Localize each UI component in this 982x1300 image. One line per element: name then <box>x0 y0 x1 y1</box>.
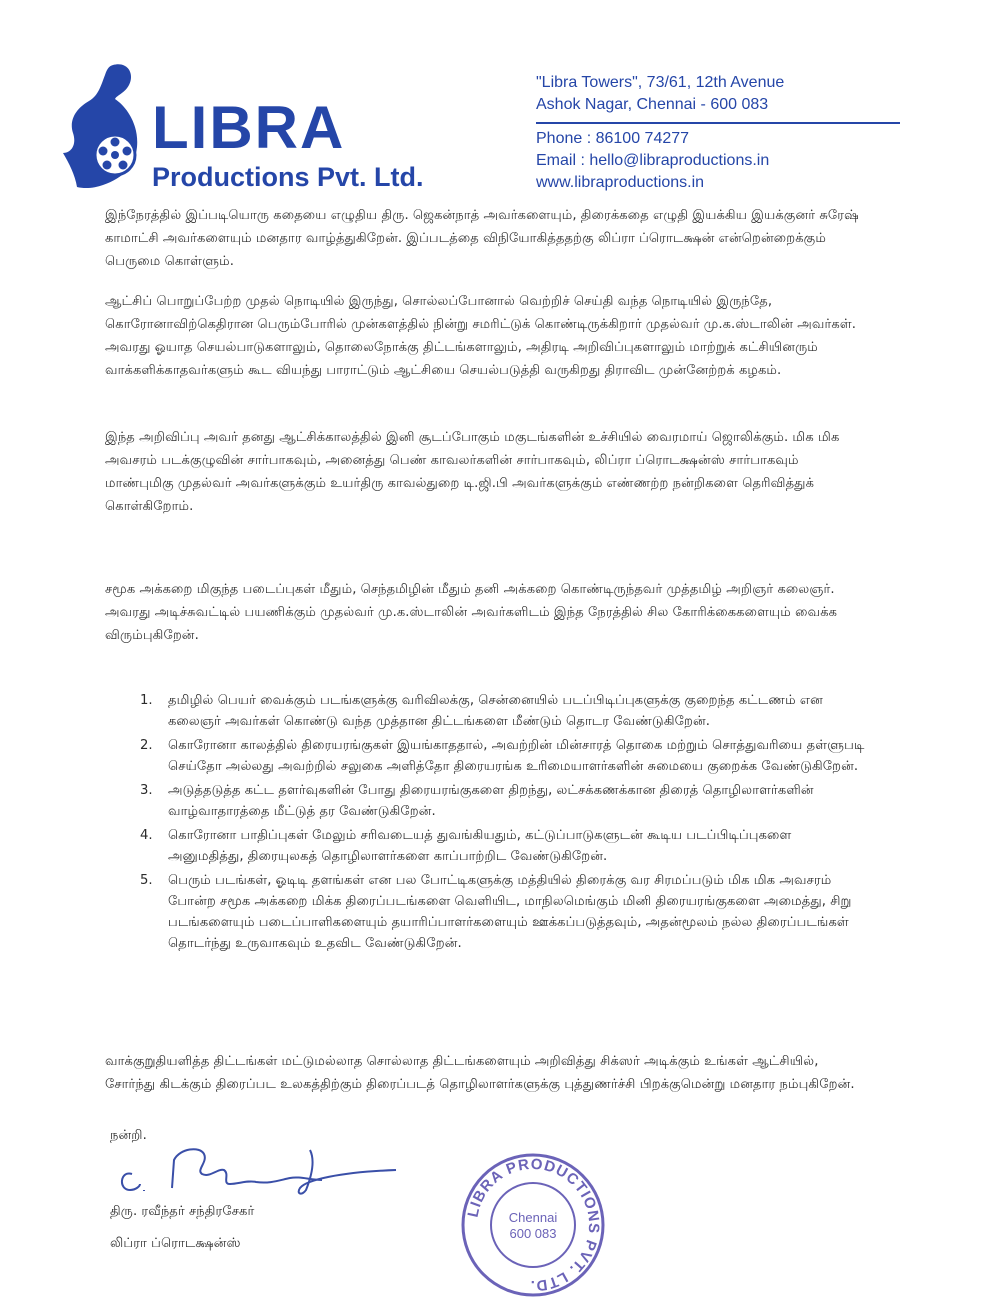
website-link: www.libraproductions.in <box>536 174 705 191</box>
list-number: 5. <box>140 873 153 888</box>
brand-name: LIBRA <box>152 94 346 161</box>
stamp-city: Chennai <box>508 1210 558 1225</box>
phone-number: Phone : 86100 74277 <box>536 130 690 147</box>
list-text: கொரோனா பாதிப்புகள் மேலும் சரிவடையத் துவங்கியதும், கட்டுப்பாடுகளுடன் கூடிய படப்பிடிப்புகளை அனுமதித்து, திரையுலகத் தொழிலாளர்களை காப்பாற்றிட வேண்டுகிறேன். <box>168 828 792 864</box>
list-text: அடுத்தடுத்த கட்ட தளர்வுகளின் போது திரையரங்குகளை திறந்து, லட்சக்கணக்கான திரைத் தொழிலாளர்களின் வாழ்வாதாரத்தை மீட்டுத் தர வேண்டுகிறேன். <box>168 783 814 819</box>
closing-paragraph: வாக்குறுதியளித்த திட்டங்கள் மட்டுமல்லாத சொல்லாத திட்டங்களையும் அறிவித்து சிக்ஸர் அடிக்கும் உங்கள் ஆட்சியில், சோர்ந்து கிடக்கும் திரைப்பட உலகத்திற்கும் திரைப்படத் தொழிலாளர்களுக்கு புத்துணர்ச்சி பிறக்குமென்று மனதார நம்புகிறேன். <box>105 1054 855 1092</box>
list-item <box>140 780 870 822</box>
contact-block <box>536 72 916 194</box>
list-item <box>140 825 870 867</box>
signatory-name: திரு. ரவீந்தர் சந்திரசேகர் <box>110 1204 255 1219</box>
brand-subtitle: Productions Pvt. Ltd. <box>152 162 424 192</box>
request-list <box>140 690 870 957</box>
thanks-text: நன்றி. <box>110 1128 147 1143</box>
email-address: Email : hello@libraproductions.in <box>536 152 770 169</box>
stamp-pincode: 600 083 <box>509 1226 557 1241</box>
list-number: 3. <box>140 783 153 798</box>
paragraph-2: ஆட்சிப் பொறுப்பேற்ற முதல் நொடியில் இருந்து, சொல்லப்போனால் வெற்றிச் செய்தி வந்த நொடியில் இருந்தே, கொரோனாவிற்கெதிரான பெரும்போரில் முன்களத்தில் நின்று சமரிட்டுக் கொண்டிருக்கிறார் முதல்வர் மு.க.ஸ்டாலின் அவர்கள். அவரது ஓயாத செயல்பாடுகளாலும், தொலைநோக்கு திட்டங்களாலும், அதிரடி அறிவிப்புகளாலும் மாற்றுக் கட்சியினரும் வாக்களிக்காதவர்களும் கூட வியந்து பாராட்டும் ஆட்சியை செயல்படுத்தி வருகிறது திராவிட முன்னேற்றக் கழகம். <box>105 294 856 378</box>
list-number: 1. <box>140 693 153 708</box>
list-number: 4. <box>140 828 153 843</box>
address-line-2: Ashok Nagar, Chennai - 600 083 <box>536 96 769 113</box>
signoff-block <box>110 1128 410 1252</box>
list-item <box>140 735 870 777</box>
list-item <box>140 690 870 732</box>
list-item <box>140 870 870 954</box>
list-text: தமிழில் பெயர் வைக்கும் படங்களுக்கு வரிவிலக்கு, சென்னையில் படப்பிடிப்புகளுக்கு குறைந்த கட்டணம் என கலைஞர் அவர்கள் கொண்டு வந்த முத்தான திட்டங்களை மீண்டும் தொடர வேண்டுகிறேன். <box>168 693 823 729</box>
signatory-company: லிப்ரா ப்ரொடக்ஷன்ஸ் <box>110 1236 241 1251</box>
stamp-ring-text: LIBRA PRODUCTIONS PVT. LTD. <box>464 1155 603 1295</box>
paragraph-1: இந்நேரத்தில் இப்படியொரு கதையை எழுதிய திரு. ஜெகன்நாத் அவர்களையும், திரைக்கதை எழுதி இயக்கிய இயக்குனர் சுரேஷ் காமாட்சி அவர்களையும் மனதார வாழ்த்துகிறேன். இப்படத்தை விநியோகித்ததற்கு லிப்ரா ப்ரொடக்ஷன் என்றென்றைக்கும் பெருமை கொள்ளும். <box>105 208 859 269</box>
list-number: 2. <box>140 738 153 753</box>
paragraph-4: சமூக அக்கறை மிகுந்த படைப்புகள் மீதும், செந்தமிழின் மீதும் தனி அக்கறை கொண்டிருந்தவர் முத்தமிழ் அறிஞர் கலைஞர். அவரது அடிச்சுவட்டில் பயணிக்கும் முதல்வர் மு.க.ஸ்டாலின் அவர்களிடம் இந்த நேரத்தில் சில கோரிக்கைகளையும் வைக்க விரும்புகிறேன். <box>105 582 838 643</box>
company-stamp-icon <box>458 1150 608 1300</box>
list-text: கொரோனா காலத்தில் திரையரங்குகள் இயங்காததால், அவற்றின் மின்சாரத் தொகை மற்றும் சொத்துவரியை தள்ளுபடி செய்தோ அல்லது அவற்றில் சலுகை அளித்தோ திரையரங்க உரிமையாளர்களின் சுமையை குறைக்க வேண்டுகிறேன். <box>168 738 865 774</box>
signature-icon <box>110 1140 410 1200</box>
list-text: பெரும் படங்கள், ஓடிடி தளங்கள் என பல போட்டிகளுக்கு மத்தியில் திரைக்கு வர சிரமப்படும் மிக மிக அவசரம் போன்ற சமூக அக்கறை மிக்க திரைப்படங்களை வெளியிட, மாநிலமெங்கும் மினி திரையரங்குகளை அமைத்து, சிறு படங்களையும் படைப்பாளிகளையும் தயாரிப்பாளர்களையும் ஊக்கப்படுத்தவும், அதன்மூலம் நல்ல திரைப்படங்கள் தொடர்ந்து உருவாகவும் உதவிட வேண்டுகிறேன். <box>168 873 852 951</box>
paragraph-3: இந்த அறிவிப்பு அவர் தனது ஆட்சிக்காலத்தில் இனி சூடப்போகும் மகுடங்களின் உச்சியில் வைரமாய் ஜொலிக்கும். மிக மிக அவசரம் படக்குழுவின் சார்பாகவும், அனைத்து பெண் காவலர்களின் சார்பாகவும், லிப்ரா ப்ரொடக்ஷன்ஸ் சார்பாகவும் மாண்புமிகு முதல்வர் அவர்களுக்கும் உயர்திரு காவல்துறை டி.ஜி.பி அவர்களுக்கும் எண்ணற்ற நன்றிகளை தெரிவித்துக் கொள்கிறோம். <box>105 430 840 514</box>
letterhead-divider <box>536 122 900 124</box>
address-line-1: "Libra Towers", 73/61, 12th Avenue <box>536 74 785 91</box>
